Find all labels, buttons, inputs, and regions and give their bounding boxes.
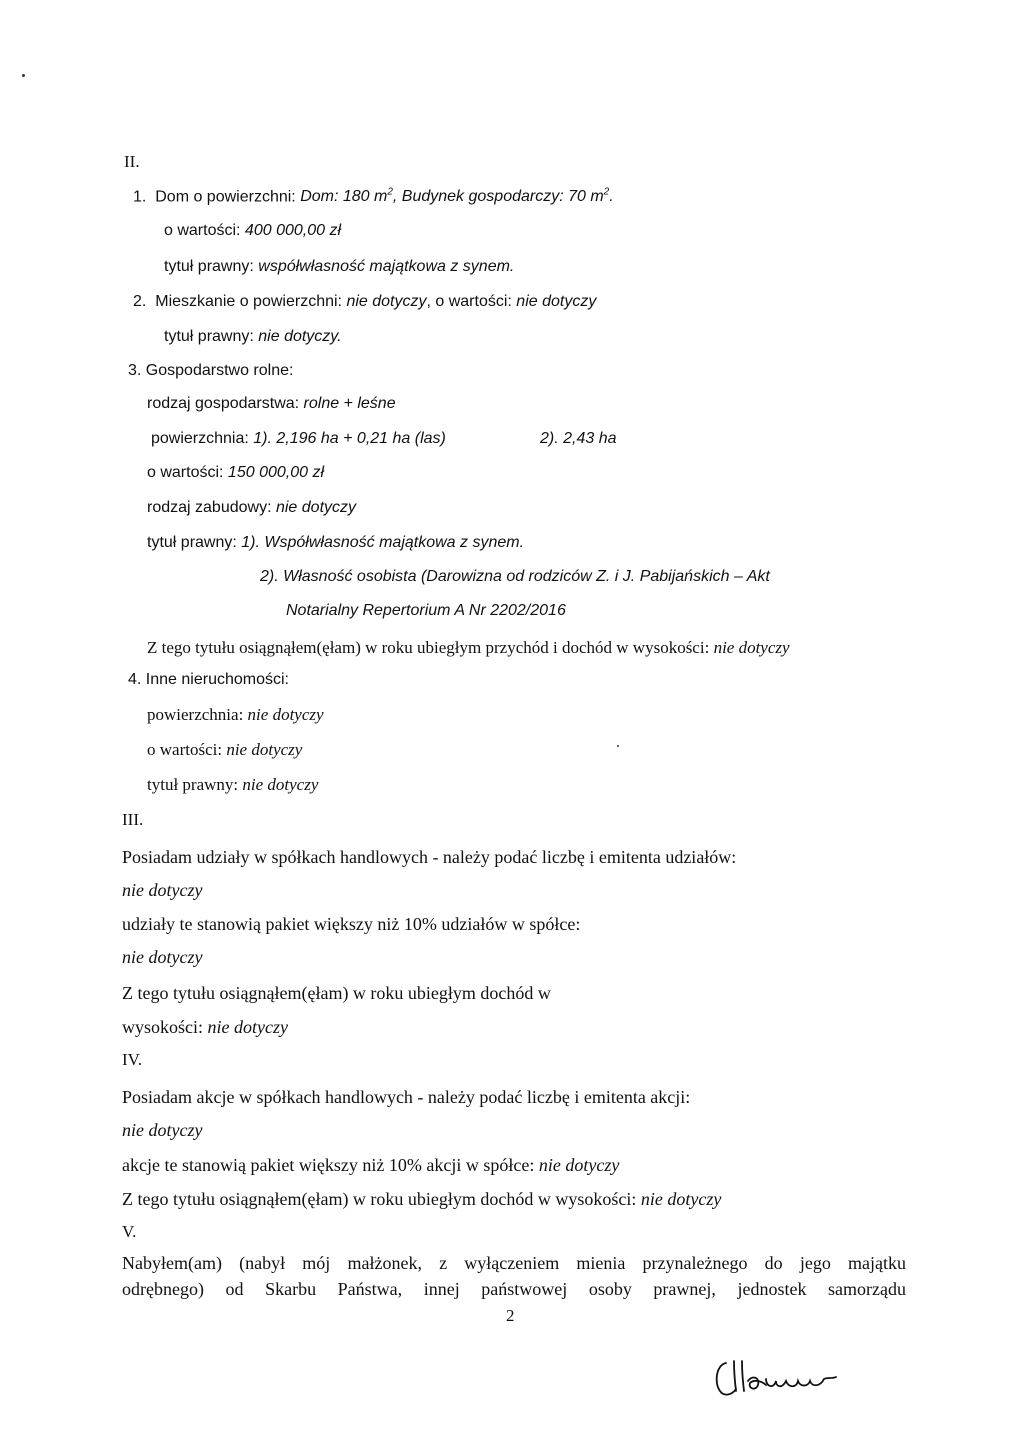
section-iii-stake-value: nie dotyczy (122, 947, 203, 967)
item-3-legal-title-2-cont: Notarialny Repertorium A Nr 2202/2016 (286, 602, 566, 619)
signature-image (712, 1355, 862, 1405)
item-1-legal-title: tytuł prawny: współwłasność majątkowa z synem. (164, 258, 515, 275)
item-3-farm-area: powierzchnia: 1). 2,196 ha + 0,21 ha (las) (151, 430, 446, 447)
section-iv-stocks-label: Posiadam akcje w spółkach handlowych - należy podać liczbę i emitenta akcji: (122, 1087, 691, 1107)
item-4-legal-title: tytuł prawny: nie dotyczy (147, 775, 319, 794)
section-ii-heading: II. (124, 152, 140, 171)
item-1-house-area: 1. Dom o powierzchni: Dom: 180 $m^2$, Budynek gospodarczy: 70 $m^2$. (133, 187, 614, 206)
item-2-apartment: 2. Mieszkanie o powierzchni: nie dotyczy, o wartości: nie dotyczy (133, 293, 597, 310)
section-v-line-2: odrębnego) od Skarbu Państwa, innej państwowej osoby prawnej, jednostek samorządu (122, 1279, 906, 1299)
section-iv-stake: akcje te stanowią pakiet większy niż 10% akcji w spółce: nie dotyczy (122, 1155, 620, 1175)
item-4-other-property: 4. Inne nieruchomości: (128, 671, 289, 688)
section-iii-shares-label: Posiadam udziały w spółkach handlowych - należy podać liczbę i emitenta udziałów: (122, 847, 737, 867)
item-1-value: o wartości: 400 000,00 zł (164, 222, 341, 239)
section-iii-shares-value: nie dotyczy (122, 880, 203, 900)
scan-speck (22, 74, 25, 77)
item-3-legal-title-2: 2). Własność osobista (Darowizna od rodziców Z. i J. Pabijańskich – Akt (260, 568, 770, 585)
section-iv-heading: IV. (122, 1050, 142, 1069)
page-number: 2 (506, 1306, 515, 1325)
section-iii-stake-label: udziały te stanowią pakiet większy niż 10% udziałów w spółce: (122, 914, 581, 934)
item-3-farm-type: rodzaj gospodarstwa: rolne + leśne (147, 395, 396, 412)
section-iv-stocks-value: nie dotyczy (122, 1120, 203, 1140)
item-3-income: Z tego tytułu osiągnąłem(ęłam) w roku ubiegłym przychód i dochód w wysokości: nie dotyczy (147, 638, 790, 657)
item-2-legal-title: tytuł prawny: nie dotyczy. (164, 328, 342, 345)
section-v-line-1: Nabyłem(am) (nabył mój małżonek, z wyłączeniem mienia przynależnego do jego majątku (122, 1253, 906, 1273)
item-4-area: powierzchnia: nie dotyczy (147, 705, 324, 724)
item-3-farm: 3. Gospodarstwo rolne: (128, 362, 294, 379)
section-iii-heading: III. (122, 810, 144, 829)
section-iii-income-value: wysokości: nie dotyczy (122, 1017, 288, 1037)
item-3-legal-title: tytuł prawny: 1). Współwłasność majątkowa z synem. (147, 534, 525, 551)
section-iv-income: Z tego tytułu osiągnąłem(ęłam) w roku ubiegłym dochód w wysokości: nie dotyczy (122, 1189, 722, 1209)
section-v-heading: V. (122, 1222, 137, 1241)
item-3-farm-value: o wartości: 150 000,00 zł (147, 464, 324, 481)
item-4-value: o wartości: nie dotyczy (147, 740, 303, 759)
scan-speck (617, 745, 619, 747)
section-iii-income-label: Z tego tytułu osiągnąłem(ęłam) w roku ubiegłym dochód w (122, 983, 551, 1003)
item-3-farm-area-2: 2). 2,43 ha (540, 430, 617, 447)
item-3-building-type: rodzaj zabudowy: nie dotyczy (147, 499, 357, 516)
